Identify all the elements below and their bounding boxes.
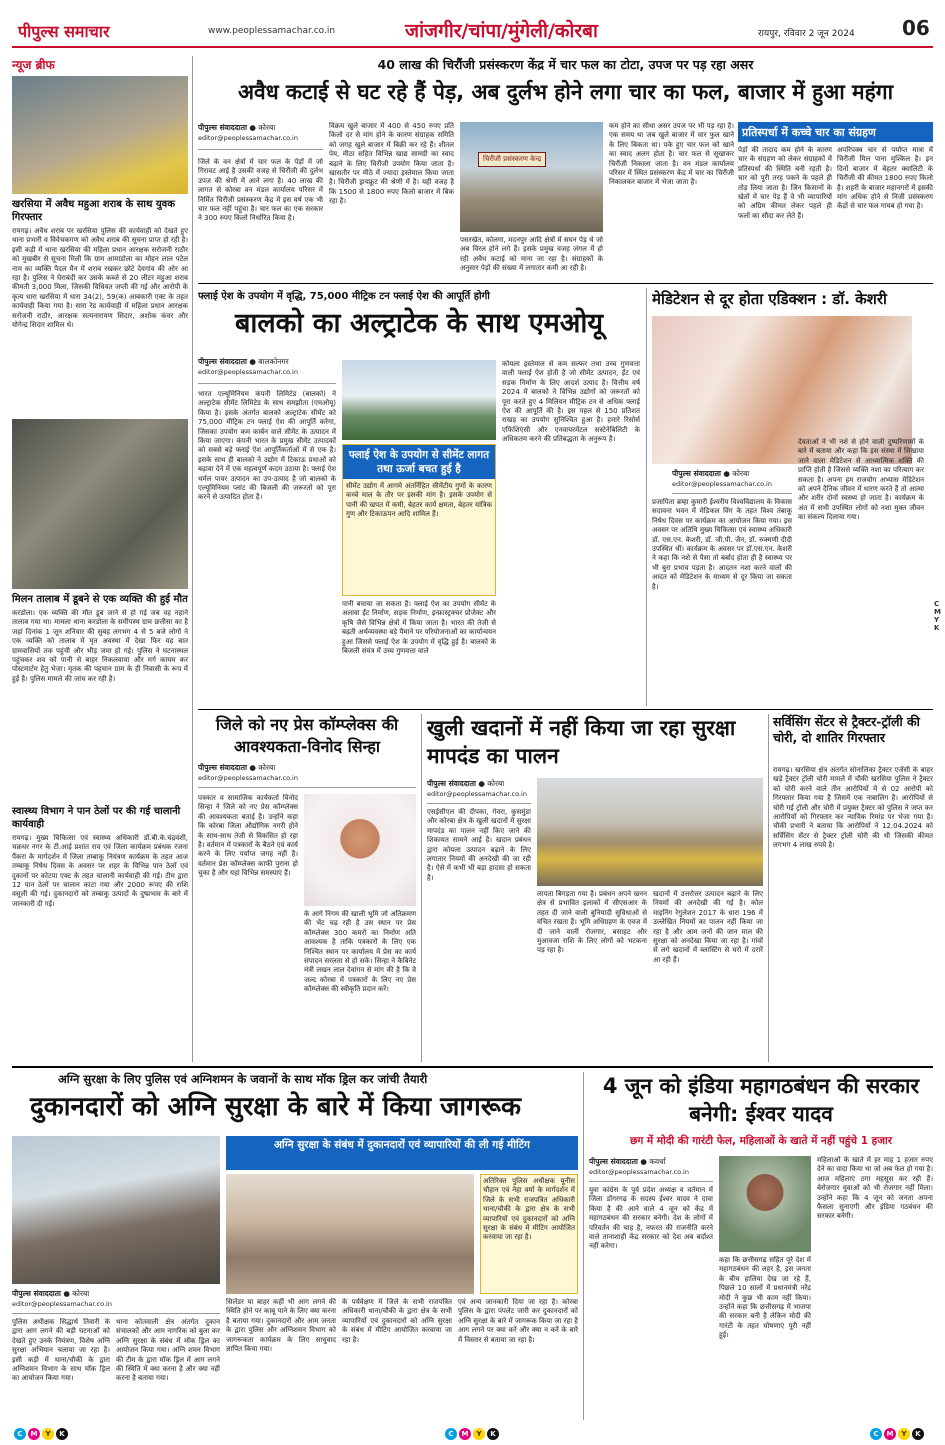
top-story-headline: अवैध कटाई से घट रहे हैं पेड़, अब दुर्लभ होने लगा चार का फल, बाजार में हुआ महंगा xyxy=(237,80,894,104)
mines-col2: लापता बिगड़ता गया है। प्रबंधन अपने खनन क्षेत्र से प्रभावित इलाकों में सीएसआर के तहत दी जाने वाली बुनियादी सुविधाओं से वंचित रखता है। भूमि अधिग्रहण के एवज में दी जाने वाली रोजगार, बसाहट और मुआवजा राशि के लिए लोगों को भटकना पड़ रहा है। xyxy=(537,890,647,955)
sidebar-divider xyxy=(192,56,193,1062)
balco-headline: बालको का अल्ट्राटेक के साथ एमओयू xyxy=(234,308,604,339)
top-story-kicker: 40 लाख की चिरौंजी प्रसंस्करण केंद्र में चार फल का टोटा, उपज पर पड़ रहा असर xyxy=(377,57,754,72)
tractor-body: रायगढ़। खरसिया क्षेत्र अंतर्गत सोनालिका ट्रैक्टर एजेंसी के बाहर खड़े ट्रैक्टर ट्रॉली चोरी मामले में चौकी खरसिया पुलिस ने ट्रैक्टर को चोरी करने वाले तीन आरोपियों में से 02 आरोपी को गिरफ्तार किया गया है जिसमें एक नाबालिग है। आरोपियों से चोरी गई ट्रॉली और चोरी में प्रयुक्त ट्रैक्टर को पुलिस ने जप्त कर आरोपियों को गिरफ्तार कर न्यायिक रिमांड पर भेजा गया है। चौकी प्रभारी ने बताया कि आरोपियों ने 12.04.2024 को सर्विसिंग सेंटर से ट्रैक्टर ट्रॉली चोरी की थी जिसकी कीमत लगभग 4 लाख रुपये है। xyxy=(773,766,933,850)
divider-bottom xyxy=(12,1066,933,1068)
meditation-byline: पीपुल्स संवाददाता ● कोरबा editor@peoplessamachar.co.in xyxy=(672,468,792,494)
cmyk-yellow: Y xyxy=(473,1428,485,1440)
drowning-photo xyxy=(12,419,188,589)
byline-reporter: पीपुल्स संवाददाता xyxy=(12,1289,61,1298)
cmyk-magenta: M xyxy=(459,1428,471,1440)
fire-kicker: अग्नि सुरक्षा के लिए पुलिस एवं अग्निशमन के जवानों के साथ मॉक ड्रिल कर जांची तैयारी xyxy=(58,1072,428,1086)
fire-col1: पुलिस अधीक्षक सिद्धार्थ तिवारी के द्वारा आग लगने की बड़ी घटनाओं को देखते हुए उनके नियंत्रण, विशेष अग्नि सुरक्षा अभियान चलाया जा रहा है। इसी कड़ी में थाना/चौकी के द्वारा अग्निशमन विभाग के साथ मॉक ड्रिल का आयोजन किया गया। xyxy=(12,1318,110,1383)
story3-headline: स्वास्थ्य विभाग ने पान ठेलों पर की गई चालानी कार्यवाही xyxy=(12,806,181,830)
story1-body: रायगढ़। अवैध शराब पर खरसिया पुलिस की कार्यवाही को देखते हुए थाना प्रभारी व विवेचकगण को अवैध शराब की सूचना प्राप्त हो रही है। इसी कड़ी में थाना खरसिया की महिला प्रधान आरक्षक सरोजनी राठौर को मुखबीर से सूचना मिली कि ग्राम आमाडोला का मोहन लाल पटेल नाम का व्यक्ति पैदल मैन में शराब रखकर छोटे देवगांव की ओर आ रहा है। पुलिस ने घेराबंदी कर उसके कब्जे से 20 लीटर महुआ शराब कीमती 3,000 मिला, जिसकी विधिवत जप्ती की गई और आरोपी के कृत्य धारा खरसिया में धारा 34(2), 59(क) आबकारी एक्ट के तहत कार्यवाही किया गया है। सारा रेड कार्यवाही में महिला प्रधान आरक्षक सरोजनी राठौर, आरक्षक सत्यनारायण सिदार, अशोक कंवर और योगेन्द्र सिदार शामिल थे। xyxy=(12,227,188,330)
press-col2: के आगे निगम की खाली भूमि जो अतिक्रमण की भेंट चढ़ रही है उस स्थान पर प्रेस कॉम्प्लेक्स 300 कमरों का निर्माण अति आवश्यक है ताकि पत्रकारों के लिए एक निश्चित स्थान पर कार्यालय में प्रेस का कार्य संपादन सरलता से हो सके। सिन्हा ने कैबिनेट मंत्री लखन लाल देवांगन से मांग की है कि वे जल्द कोरबा में पत्रकारों के लिए नए प्रेस कॉम्प्लेक्स की स्वीकृति प्रदान करें। xyxy=(304,910,416,994)
election-headline: 4 जून को इंडिया महागठबंधन की सरकार बनेगी: ईश्वर यादव xyxy=(602,1074,920,1126)
divider-press xyxy=(421,714,422,1062)
byline-email: editor@peoplessamachar.co.in xyxy=(198,368,298,376)
vinod-sinha-photo xyxy=(304,794,416,906)
page-number: 06 xyxy=(902,16,930,40)
balco-story xyxy=(198,288,640,706)
side-cmyk-mark-1 xyxy=(934,600,944,632)
byline-email: editor@peoplessamachar.co.in xyxy=(198,774,298,782)
sidebar xyxy=(12,56,188,1062)
side-box-col1: पेड़ों की तादाद कम होने के कारण चार के संग्रहण को लेकर संग्राहकों में प्रतिस्पर्धा की स्थिति बनी रहती है। चार को पूरी तरह पकने के पहले ही तोड़ लिया जाता है। जिन किसानों के खेतों में चार पेड़ हैं वे भी व्यापारियों को अग्रिम कीमत लेकर पहले ही फलों का सौदा कर लेते हैं। xyxy=(738,146,832,220)
top-story-col2: विक्रय खुले बाजार में 400 से 450 रुपए प्रति किलो दर से मांग होने के कारण संग्राहक समिति को जगह खुले बाजार में बिक्री कर रहे हैं। शीतल पेय, मीठा सहित विभिन्न खाद्य सामग्री का स्वाद बढ़ाने के लिए चिरौंजी उपयोग किया जाता है। खासतौर पर मीठे में ज्यादा इस्तेमाल किया जाता है। चिरौंजी ड्रायफ्रूट की श्रेणी में है। यही वजह है कि 1500 से 1800 रुपए किलो बाजार में बिक रहा है। xyxy=(329,122,454,206)
cmyk-black: K xyxy=(487,1428,499,1440)
fire-byline: पीपुल्स संवाददाता ● कोरबा editor@peoplessamachar.co.in xyxy=(12,1288,220,1314)
fire-col2: थाना कोतवाली क्षेत्र अंतर्गत दुकान संचालकों और आम नागरिक को बुला कर अग्नि सुरक्षा के संबंध में मॉक ड्रिल का आयोजन किया गया। अग्नि शमन विभाग की टीम के द्वारा मॉक ड्रिल में आग लगने की स्थिति में क्या करना है और क्या नहीं करना है बताया गया। xyxy=(116,1318,220,1383)
fire-meeting-photo xyxy=(226,1174,474,1294)
top-story xyxy=(198,56,933,280)
side-box xyxy=(738,122,933,280)
fire-drill-photo xyxy=(12,1136,220,1284)
byline-location: कोरबा xyxy=(258,763,276,772)
divider-mines xyxy=(768,714,769,1062)
footer-cmyk-center xyxy=(445,1428,499,1440)
balco-col1: भारत एल्यूमिनियम कंपनी लिमिटेड (बालको) ने अल्ट्राटेक सीमेंट लिमिटेड के साथ समझौता (एमओयू) किया है। इसके अंतर्गत बालको अल्ट्राटेक सीमेंट को 75,000 मीट्रिक टन फ्लाई ऐश की आपूर्ति करेगा, जिसका उपयोग कम कार्बन वाले सीमेंट के उत्पादन में किया जाएगा। कंपनी भारत के प्रमुख सीमेंट उत्पादकों को सबसे बड़े फ्लाई ऐश आपूर्तिकर्ताओं में से एक है। इसके साथ ही बालको ने उद्योग में टिकाऊ प्रथाओं को बढ़ावा देने में एक महत्वपूर्ण कदम उठाया है। फ्लाई ऐश थर्मल पावर उत्पादन का उप-उत्पाद है जो बालको के एल्यूमिनियम प्लांट की बिजली की जरूरतों को पूरा करने से उत्पादित होता है। xyxy=(198,390,336,502)
press-complex-story xyxy=(198,714,416,1062)
byline-reporter: पीपुल्स संवाददाता xyxy=(198,357,247,366)
story2-headline: मिलन तालाब में डूबने से एक व्यक्ति की हुई मौत xyxy=(12,594,188,605)
press-col1: पत्रकार व सामाजिक कार्यकर्ता विनोद सिन्हा ने जिले को नए प्रेस कॉम्प्लेक्स की आवश्यकता बताई है। उन्होंने कहा कि कोरबा जिला औद्योगिक नगरी होने के साथ-साथ तेजी से विकसित हो रहा है। वर्तमान में पत्रकारों के बैठने एवं कार्य करने के लिए पर्याप्त जगह नहीं है। वर्तमान प्रेस कॉम्प्लेक्स काफी पुराना हो चुका है और यहां विभिन्न समस्याएं हैं। xyxy=(198,794,298,878)
election-col3: महिलाओं के खाते में हर माह 1 हजार रुपए देने का वादा किया था जो अब फेल हो गया है। आज महिलाएं ठगा महसूस कर रही हैं। बेरोजगार युवाओं को भी रोजगार नहीं मिला। उन्होंने कहा कि 4 जून को जनता अपना फैसला सुनाएगी और इंडिया गठबंधन की सरकार बनेगी। xyxy=(817,1156,933,1221)
cmyk-letter: K xyxy=(934,624,940,632)
fire-col3: सिलेंडर या बाहर कहीं भी आग लगने की स्थिति होने पर काबू पाने के लिए क्या करना है बताया गया। दुकानदारों और आम जनता के द्वारा पुलिस और अग्निशमन विभाग को जागरूकता कार्यक्रम के लिए साधुवाद ज्ञापित किया गया। xyxy=(226,1298,336,1354)
election-subhead: छग में मोदी की गारंटी फेल, महिलाओं के खाते में नहीं पहुंचे 1 हजार xyxy=(629,1135,893,1147)
region-title: जांजगीर/चांपा/मुंगेली/कोरबा xyxy=(405,20,598,42)
fire-box-text: अतिरिक्त पुलिस अधीक्षक यूनीस चौहान एवं नेहा वर्मा के मार्गदर्शन में जिले के सभी राजपत्रित अधिकारी थाना/चौकी के द्वारा क्षेत्र के सभी व्यापारियों एवं दुकानदारों को अग्नि सुरक्षा के संबंध में मीटिंग आयोजित करवाया जा रहा है। xyxy=(480,1174,578,1294)
liquor-arrest-photo xyxy=(12,76,188,194)
cmyk-cyan: C xyxy=(870,1428,882,1440)
mines-story xyxy=(427,714,763,1062)
balco-photo-caption: फ्लाई ऐश के उपयोग से सीमेंट लागत तथा ऊर्जा बचत हुई है xyxy=(343,445,495,479)
fire-safety-story xyxy=(12,1072,578,1420)
story1-headline: खरसिया में अवैध महुआ शराब के साथ युवक गिरफ्तार xyxy=(12,199,175,223)
top-story-byline: पीपुल्स संवाददाता ● कोरबा editor@peoplessamachar.co.in xyxy=(198,122,323,150)
byline-location: कोरबा xyxy=(487,779,505,788)
byline-email: editor@peoplessamachar.co.in xyxy=(198,134,298,142)
cmyk-magenta: M xyxy=(28,1428,40,1440)
byline-reporter: पीपुल्स संवाददाता xyxy=(672,469,721,478)
fire-col5: एवं अन्य जानकारी दिया जा रहा है। कोरबा पुलिस के द्वारा पंपलेट जारी कर दुकानदारों को अग्नि सुरक्षा के बारे में जागरूक किया जा रहा है आग लगने पर क्या करें और क्या न करें के बारे में विस्तार से बताया जा रहा है। xyxy=(458,1298,578,1344)
chironji-center-photo xyxy=(460,122,603,232)
fire-caption: अग्नि सुरक्षा के संबंध में दुकानदारों एवं व्यापारियों की ली गई मीटिंग xyxy=(274,1139,530,1151)
fire-headline: दुकानदारों को अग्नि सुरक्षा के बारे में किया जागरूक xyxy=(30,1092,521,1122)
tractor-headline: सर्विसिंग सेंटर से ट्रैक्टर-ट्रॉली की चोरी, दो शातिर गिरफ्तार xyxy=(773,714,920,745)
story3-body: रायगढ़। मुख्य चिकित्सा एवं स्वास्थ्य अधिकारी डॉ.बी.के.चंद्रवंशी, चक्रधर नगर के टी.आई प्रशांत राव एवं जिला कार्यक्रम प्रबंधक रंजना पैंकरा के मार्गदर्शन में जिला तम्बाकू नियंत्रण कार्यक्रम के तहत आज तम्बाकू निषेध दिवस के अवसर पर शहर के विभिन्न पान ठेलों एवं दुकानों पर कोटपा एक्ट के तहत चालानी कार्यवाही की गई। टीम द्वारा 12 पान ठेलों पर चालान काटा गया और 2000 रूपए की राशि वसूली की गई। दुकानदारों को तम्बाकू उत्पादों के दुष्प्रभाव के बारे में जानकारी दी गई। xyxy=(12,834,188,908)
photo-banner: चिरौंजी प्रसंस्करण केन्द्र xyxy=(478,152,546,167)
top-story-col3: पसरखेत, कोलगा, मदनपुर आदि क्षेत्रों में सघन पेड़ थे जो अब विरल होने लगे हैं। इसके प्रमुख वजह जंगल में हो रही अवैध कटाई को माना जा रहा है। संग्राहकों के अनुसार पेड़ों की संख्या में लगातार कमी आ रही है। xyxy=(460,236,603,273)
website: www.peoplessamachar.co.in xyxy=(208,26,336,36)
fire-caption-box xyxy=(226,1136,578,1170)
fire-col4: के पर्यवेक्षण में जिले के सभी राजपत्रित अधिकारी थाना/चौकी के द्वारा क्षेत्र के सभी व्यापारियों एवं दुकानदारों को अग्नि सुरक्षा के संबंध में मीटिंग आयोजित करवाया जा रहा है। xyxy=(342,1298,452,1344)
byline-reporter: पीपुल्स संवाददाता xyxy=(198,123,247,132)
balco-col3: कोयला इस्तेमाल से कम सल्फर तथा उच्च गुणवत्ता वाली फ्लाई ऐश होती है जो सीमेंट उत्पादन, ईंट एवं सड़क निर्माण के लिए आदर्श उत्पाद है। वित्तीय वर्ष 2024 में बालको ने विभिन्न उद्योगों को जरूरतों को पूरा करते हुए 4 मिलियन मीट्रिक टन से अधिक फ्लाई ऐश की आपूर्ति की है। इस पहल से 150 प्रतिशत राखड़ का उपयोग सुनिश्चित हुआ है। हमारे रिसोर्स एफिशिएंसी और एनवायरमेंटल सस्टेनेबिलिटी के अधिकतम करने की प्रतिबद्धता के अनुरूप है। xyxy=(502,360,640,444)
divider-balco xyxy=(646,288,647,706)
cmyk-black: K xyxy=(56,1428,68,1440)
side-box-col2: अपरिपक्व चार से पर्याप्त मात्रा में चिरौंजी मिल पाना मुश्किल है। इन दिनों बाजार में बेहतर क्वालिटी के चिरौंजी की कीमत 1800 रुपए किलो है। शहरी के बाजार महानगरों में इसकी मांग अधिक होने से निजी प्रसंस्करण केंद्रों से चार फल गायब हो गया है। xyxy=(837,146,933,211)
mines-col3: खदानों में उत्तरोत्तर उत्पादन बढ़ाने के लिए नियमों की अनदेखी की गई है। कोल माइनिंग रेगुलेशन 2017 के धारा 196 में उल्लेखित नियमों का पालन नहीं किया जा रहा है और आम जनों की जान माल की सुरक्षा को अनदेखा किया जा रहा है। गांवों से लगे खदानों में ब्लास्टिंग से घरों में दरारें आ रही हैं। xyxy=(653,890,763,964)
meditation-col2: देवताओं ने भी नशे से होने वाली दुष्परिणामों के बारे में बताया और कहा कि इस संस्था में सिखाया जाने वाला मेडिटेशन से आध्यात्मिक शक्ति की प्राप्ति होती है जिससे व्यक्ति नशा का परित्याग कर सकता है। अपना हम राजयोग अभ्यास मेडिटेशन को अपने दैनिक जीवन में धारण करते हैं तो आत्मा और शरीर दोनों स्वस्थ्य हो जाता है। कार्यक्रम के अंत में सभी उपस्थित लोगों को नशा मुक्त जीवन का संकल्प दिलाया गया। xyxy=(798,438,924,522)
byline-email: editor@peoplessamachar.co.in xyxy=(427,790,527,798)
byline-reporter: पीपुल्स संवाददाता xyxy=(427,779,476,788)
mines-trucks-photo xyxy=(537,778,763,886)
story2-body: करडोला। एक व्यक्ति की मौत डूब जाने से हो गई जब वह नहाने तालाब गया था। मामला थाना करडोला के समीपस्थ ग्राम छत्तीसा का है जहां दिनांक 1 जून शनिवार की सुबह लगभग 4 से 5 बजे लोगों ने एक व्यक्ति को तालाब में मृत अवस्था में देखा फिर यह बात ग्रामवासियों तक पहुंची और भीड़ जमा हो गई। पुलिस ने घटनास्थल पहुंचकर शव को पानी से बाहर निकलवाया और मर्ग कायम कर पोस्टमार्टम हेतु भेजा। मृतक की पहचान ग्राम के ही निवासी के रूप में हुई है। पुलिस मामले की जांच कर रही है। xyxy=(12,609,188,683)
meditation-headline: मेडिटेशन से दूर होता एडिक्शन : डॉ. केशरी xyxy=(652,290,887,308)
masthead xyxy=(12,12,933,48)
paper-name: पीपुल्स समाचार xyxy=(18,22,110,41)
meditation-story xyxy=(652,288,933,706)
top-story-col4: कम होने का सीधा असर उपज पर भी पड़ रहा है। एक समय था जब खुले बाजार में चार फुल खाने के लिए बिकता था। पके हुए चार फल को खाने का स्वाद अलग होता है। चार फल से सूखाकर चिरौंजी निकाला जाता है। वन मंडल कार्यालय परिसर में स्थित प्रसंस्करण केंद्र में चार का चिरौंजी निकालकर बाजार में भेजा जाता है। xyxy=(609,122,734,187)
byline-reporter: पीपुल्स संवाददाता xyxy=(198,763,247,772)
byline-location: कोरबा xyxy=(258,123,276,132)
byline-location: बालकोनगर xyxy=(258,357,289,366)
byline-location: कोरबा xyxy=(72,1289,90,1298)
byline-email: editor@peoplessamachar.co.in xyxy=(12,1300,112,1308)
byline-location: कोरबा xyxy=(732,469,750,478)
footer-cmyk-right xyxy=(870,1428,924,1440)
ishwar-yadav-photo xyxy=(719,1156,811,1252)
balco-photo-caption-box xyxy=(342,444,496,596)
mines-col1: एसईसीएल की दीपका, गेवरा, कुसमुंडा और कोरबा क्षेत्र के खुली खदानों में सुरक्षा मापदंड का पालन नहीं किए जाने की शिकायत सामने आई है। खदान प्रबंधन द्वारा कोयला उत्पादन बढ़ाने के लिए लगातार नियमों की अनदेखी की जा रही है। ऐसे में कभी भी बड़ा हादसा हो सकता है। xyxy=(427,808,531,882)
cmyk-letter: M xyxy=(934,608,941,616)
dateline: रायपुर, रविवार 2 जून 2024 xyxy=(758,29,855,39)
cmyk-cyan: C xyxy=(14,1428,26,1440)
byline-email: editor@peoplessamachar.co.in xyxy=(589,1168,689,1176)
balco-kicker: फ्लाई ऐश के उपयोग में वृद्धि, 75,000 मीट्रिक टन फ्लाई ऐश की आपूर्ति होगी xyxy=(198,291,490,302)
divider-fire xyxy=(583,1072,584,1420)
cmyk-letter: C xyxy=(934,600,940,608)
balco-col2: पानी बचाया जा सकता है। फ्लाई ऐश का उपयोग सीमेंट के अलावा ईंट निर्माण, सड़क निर्माण, इन्फ्रास्ट्रक्चर प्रोजेक्ट और कृषि जैसे विभिन्न क्षेत्रों में किया जाता है। भारत की तेजी से बढ़ती अर्थव्यवस्था बड़े पैमाने पर परियोजनाओं का कार्यान्वयन हुआ जिससे फ्लाई ऐश के उपयोग में वृद्धि हुई है। बालको के बिजली संयंत्र में उच्च गुणवत्ता वाले xyxy=(342,600,496,656)
cmyk-yellow: Y xyxy=(898,1428,910,1440)
footer-cmyk-left xyxy=(14,1428,68,1440)
balco-photo-text: सीमेंट उद्योग में आगमे अंतर्निहित सीमेंटीय गुणों के कारण कच्चे माल के तौर पर इसकी मांग है। इसके उपयोग से पानी की खपत में कमी, बेहतर कार्य क्षमता, बेहतर यांत्रिक गुण और टिकाऊपन आदि शामिल हैं। xyxy=(346,482,492,519)
balco-flyash-photo xyxy=(342,360,496,440)
byline-email: editor@peoplessamachar.co.in xyxy=(672,480,772,488)
cmyk-letter: Y xyxy=(934,616,940,624)
press-byline: पीपुल्स संवाददाता ● कोरबा editor@peoplessamachar.co.in xyxy=(198,762,416,788)
byline-location: कवर्धा xyxy=(649,1157,666,1166)
divider-top-story xyxy=(198,283,933,284)
election-story xyxy=(589,1072,933,1420)
election-col1: युवा कांग्रेस के पूर्व प्रदेश अध्यक्ष व वर्तमान में जिला डोंगरगढ़ के सदस्य ईश्वर यादव ने दावा किया है की आने वाले 4 जून को केंद्र में महागठबंधन की सरकार बनेगी। देश के लोगों में परिवर्तन की चाह है, नफरत की राजनीति करने वाले तानाशाही केंद्र सरकार को देश अब बर्दाश्त नहीं करेगा। xyxy=(589,1186,713,1251)
top-story-col1: जिले के वन क्षेत्रों में चार फल के पेड़ों में जो गिरावट आई है उसकी वजह से चिरौंजी की दुर्लभ उपज की श्रेणी में आने लगा है। 40 लाख की लागत से कोरबा वन मंडल कार्यालय परिसर में निर्मित चिरौंजी प्रसंस्करण केंद्र में इस वर्ष एक भी चार फल नहीं पहुंचा है। चार फल का एक सरकार ने 300 रुपए किलो निर्धारित किया है। xyxy=(198,158,323,223)
cmyk-cyan: C xyxy=(445,1428,457,1440)
mines-headline: खुली खदानों में नहीं किया जा रहा सुरक्षा मापदंड का पालन xyxy=(427,716,736,768)
meditation-col1: प्रजापिता ब्रम्हा कुमारी ईश्वरीय विश्वविद्यालय के विकास सदावना भवन में मेडिकल विंग के तहत विश्व तंबाकू निषेध दिवस पर कार्यक्रम का आयोजन किया गया। इस अवसर पर अतिथि मुख्य चिकित्सा एवं स्वास्थ्य अधिकारी डॉ. एस.एन. केशरी, डॉ. जी.पी. जैन, डॉ. रुक्मणी दीदी उपस्थित थीं। कार्यक्रम के अवसर पर डॉ.एस.एन. केशरी ने कहा कि नशे से पैसा तो बर्बाद होता ही है स्वास्थ्य पर भी बुरा प्रभाव पड़ता है। आदतन नशा करने वालों की आदत को मेडिटेशन के माध्यम से दूर किया जा सकता है। xyxy=(652,498,792,591)
divider-mid xyxy=(198,709,933,710)
side-box-title: प्रतिस्पर्धा में कच्चे चार का संग्रहण xyxy=(738,122,933,142)
sidebar-label: न्यूज ब्रीफ xyxy=(12,58,55,72)
cmyk-black: K xyxy=(912,1428,924,1440)
mines-byline: पीपुल्स संवाददाता ● कोरबा editor@peoplessamachar.co.in xyxy=(427,778,531,804)
cmyk-magenta: M xyxy=(884,1428,896,1440)
balco-byline: पीपुल्स संवाददाता ● बालकोनगर editor@peoplessamachar.co.in xyxy=(198,356,336,384)
byline-reporter: पीपुल्स संवाददाता xyxy=(589,1157,638,1166)
press-headline: जिले को नए प्रेस कॉम्प्लेक्स की आवश्यकता-विनोद सिन्हा xyxy=(215,715,399,756)
cmyk-yellow: Y xyxy=(42,1428,54,1440)
tractor-story xyxy=(773,714,933,1062)
election-byline: पीपुल्स संवाददाता ● कवर्धा editor@peoplessamachar.co.in xyxy=(589,1156,713,1182)
election-col2: कहा कि छत्तीसगढ़ सहित पूरे देश में महागठबंधन की लहर है, इस जनता के बीच हालिया देख जा रहे हैं, पिछले 10 सालों में प्रधानमंत्री नरेंद्र मोदी ने कुछ भी काम नहीं किया। उन्होंने कहा कि छत्तीसगढ़ में भाजपा की सरकार बनी है लेकिन मोदी की गारंटी के तहत घोषणाएं पूरी नहीं हुई। xyxy=(719,1256,811,1340)
